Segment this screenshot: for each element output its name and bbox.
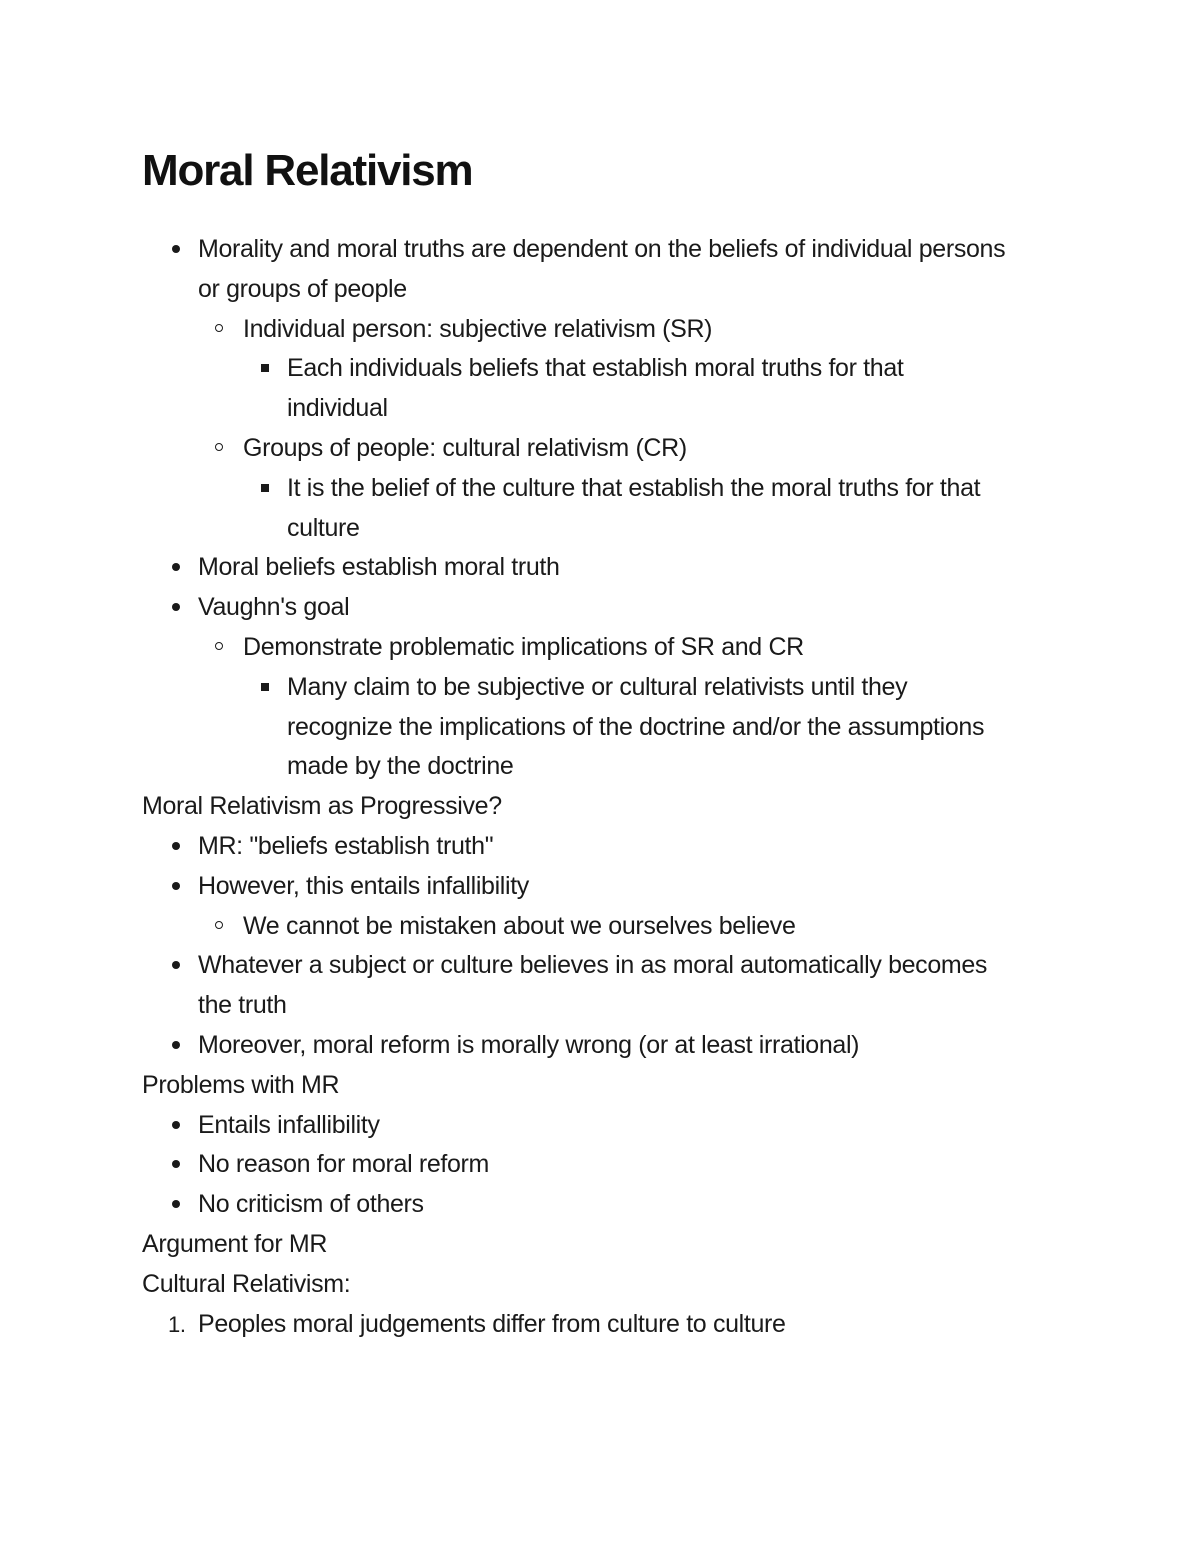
list-item-text: No criticism of others xyxy=(198,1190,424,1219)
bullet-icon xyxy=(172,1160,180,1168)
list-item xyxy=(142,429,1042,469)
list-item-text: Each individuals beliefs that establish moral truths for that individual xyxy=(287,354,904,423)
list-item-text: No reason for moral reform xyxy=(198,1150,489,1179)
bullet-icon xyxy=(172,245,180,253)
hollow-bullet-icon xyxy=(215,324,223,332)
hollow-bullet-icon xyxy=(215,921,223,929)
list-item xyxy=(142,1106,1042,1146)
bullet-icon xyxy=(172,882,180,890)
list-item-text: MR: "beliefs establish truth" xyxy=(198,831,494,860)
list-item xyxy=(142,946,988,1026)
list-item-text: We cannot be mistaken about we ourselves believe xyxy=(243,911,796,940)
list-item-text: Entails infallibility xyxy=(198,1110,380,1139)
square-bullet-icon xyxy=(261,683,269,691)
list-item-text: Whatever a subject or culture believes in as moral automatically becomes the truth xyxy=(198,951,988,1020)
list-item-text: Moral beliefs establish moral truth xyxy=(198,553,560,582)
list-item-text: Groups of people: cultural relativism (CR) xyxy=(243,433,687,462)
section-heading: Argument for MR xyxy=(142,1229,328,1258)
list-item-text: Morality and moral truths are dependent on the beliefs of individual persons or groups of people xyxy=(198,235,1006,303)
bullet-icon xyxy=(172,563,180,571)
bullet-icon xyxy=(172,1041,180,1049)
list-item-text: Peoples moral judgements differ from culture to culture xyxy=(198,1309,786,1338)
list-item-text: Demonstrate problematic implications of SR and CR xyxy=(243,632,804,661)
list-item-text: Many claim to be subjective or cultural relativists until they recognize the implications of the doctrine and/or the assumptions made by the doctrine xyxy=(287,672,985,781)
bullet-icon xyxy=(172,961,180,969)
page-title: Moral Relativism xyxy=(142,146,473,195)
list-item xyxy=(142,628,1042,668)
list-item xyxy=(142,349,987,429)
list-item-text: Moreover, moral reform is morally wrong (or at least irrational) xyxy=(198,1030,860,1059)
list-number: 1. xyxy=(168,1311,186,1337)
list-item xyxy=(142,1185,1042,1225)
list-item xyxy=(142,668,987,787)
section-heading: Problems with MR xyxy=(142,1070,340,1099)
list-item xyxy=(142,548,1042,588)
list-item xyxy=(142,827,1042,867)
square-bullet-icon xyxy=(261,484,269,492)
list-item xyxy=(142,230,1008,310)
list-item xyxy=(142,1026,1042,1066)
list-item-text: It is the belief of the culture that establish the moral truths for that culture xyxy=(287,473,981,542)
section-subheading: Cultural Relativism: xyxy=(142,1269,351,1298)
bullet-icon xyxy=(172,842,180,850)
list-item xyxy=(142,469,1027,549)
bullet-icon xyxy=(172,1121,180,1129)
list-item xyxy=(142,588,1042,628)
hollow-bullet-icon xyxy=(215,642,223,650)
square-bullet-icon xyxy=(261,364,269,372)
list-item xyxy=(142,907,1042,947)
section-heading: Moral Relativism as Progressive? xyxy=(142,792,502,821)
list-item xyxy=(142,310,1042,350)
list-item-text: Vaughn's goal xyxy=(198,593,350,622)
document-page xyxy=(142,140,1042,1344)
list-item xyxy=(142,867,1042,907)
numbered-list-item xyxy=(142,1305,1042,1345)
list-item xyxy=(142,1145,1042,1185)
list-item-text: Individual person: subjective relativism (SR) xyxy=(243,314,713,343)
bullet-icon xyxy=(172,603,180,611)
bullet-icon xyxy=(172,1200,180,1208)
hollow-bullet-icon xyxy=(215,443,223,451)
list-item-text: However, this entails infallibility xyxy=(198,871,529,900)
